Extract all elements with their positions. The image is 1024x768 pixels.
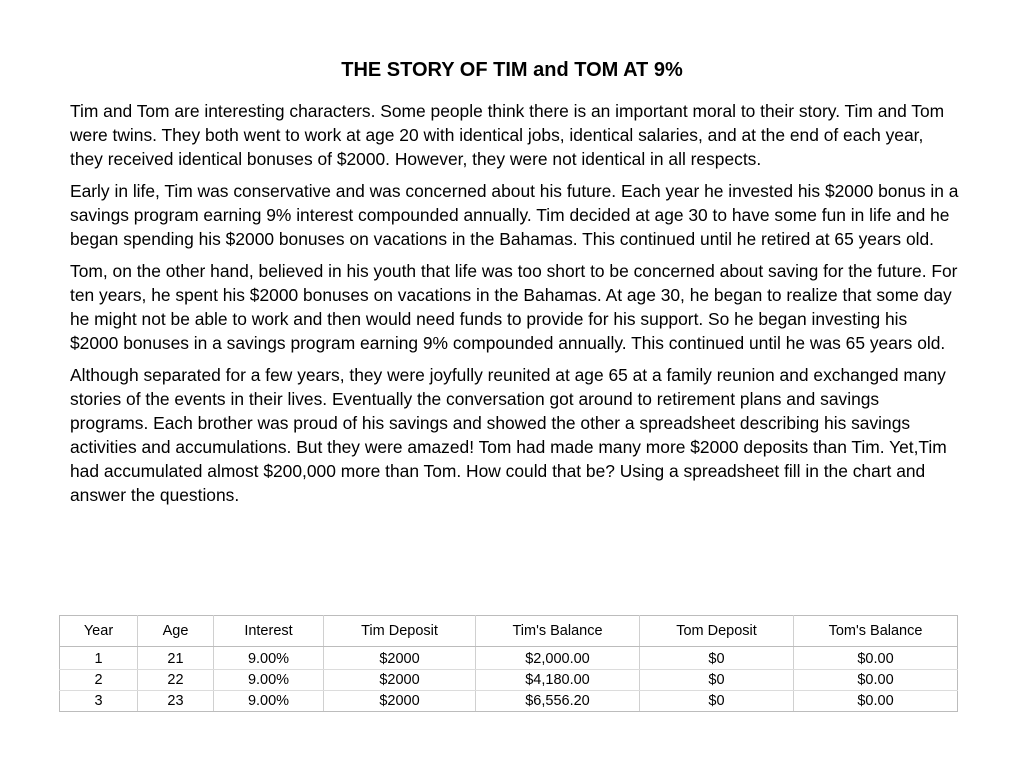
header-interest: Interest: [214, 616, 324, 647]
document-title: THE STORY OF TIM and TOM AT 9%: [341, 59, 683, 81]
paragraph-intro: Tim and Tom are interesting characters. Some people think there is an important moral to their story. Tim and Tom were twins. They both went to work at age 20 with identical jobs, identical salaries, and at the end of each year, they received identical bonuses of $2000. However, they were not identical in all respects.: [70, 101, 945, 169]
cell-tim-deposit: $2000: [324, 647, 476, 670]
table-row: [60, 670, 958, 691]
cell-tom-balance: $0.00: [794, 691, 958, 712]
table-row: [60, 691, 958, 712]
paragraph-tom: Tom, on the other hand, believed in his youth that life was too short to be concerned about saving for the future. For ten years, he spent his $2000 bonuses on vacations in the Bahamas. At age 30, he began to realize that some day he might not be able to work and then would need funds to provide for his support. So he began investing his $2000 bonuses in a savings program earning 9% compounded annually. This continued until he was 65 years old.: [70, 261, 958, 353]
header-tim-deposit: Tim Deposit: [324, 616, 476, 647]
cell-age: 22: [138, 670, 214, 691]
cell-age: 23: [138, 691, 214, 712]
cell-tom-deposit: $0: [640, 691, 794, 712]
savings-table: [59, 615, 958, 712]
paragraph-reunion: Although separated for a few years, they were joyfully reunited at age 65 at a family reunion and exchanged many stories of the events in their lives. Eventually the conversation got around to retirement plans and savings programs. Each brother was proud of his savings and showed the other a spreadsheet describing his savings activities and accumulations. But they were amazed! Tom had made many more $2000 deposits than Tim. Yet,Tim had accumulated almost $200,000 more than Tom. How could that be? Using a spreadsheet fill in the chart and answer the questions.: [70, 365, 947, 505]
cell-tim-deposit: $2000: [324, 670, 476, 691]
header-tom-deposit: Tom Deposit: [640, 616, 794, 647]
table-header-row: [60, 616, 958, 647]
cell-tim-deposit: $2000: [324, 691, 476, 712]
header-tim-balance: Tim's Balance: [476, 616, 640, 647]
header-tom-balance: Tom's Balance: [794, 616, 958, 647]
cell-tom-balance: $0.00: [794, 670, 958, 691]
cell-interest: 9.00%: [214, 670, 324, 691]
cell-year: 1: [60, 647, 138, 670]
cell-year: 2: [60, 670, 138, 691]
savings-table-wrapper: [59, 615, 957, 712]
header-age: Age: [138, 616, 214, 647]
story-text: [70, 99, 960, 515]
cell-tim-balance: $6,556.20: [476, 691, 640, 712]
cell-tim-balance: $2,000.00: [476, 647, 640, 670]
cell-tim-balance: $4,180.00: [476, 670, 640, 691]
cell-tom-deposit: $0: [640, 670, 794, 691]
header-year: Year: [60, 616, 138, 647]
cell-tom-balance: $0.00: [794, 647, 958, 670]
cell-interest: 9.00%: [214, 647, 324, 670]
cell-age: 21: [138, 647, 214, 670]
paragraph-tim: Early in life, Tim was conservative and was concerned about his future. Each year he invested his $2000 bonus in a savings program earning 9% interest compounded annually. Tim decided at age 30 to have some fun in life and he began spending his $2000 bonuses on vacations in the Bahamas. This continued until he retired at 65 years old.: [70, 181, 959, 249]
cell-tom-deposit: $0: [640, 647, 794, 670]
cell-year: 3: [60, 691, 138, 712]
cell-interest: 9.00%: [214, 691, 324, 712]
table-row: [60, 647, 958, 670]
